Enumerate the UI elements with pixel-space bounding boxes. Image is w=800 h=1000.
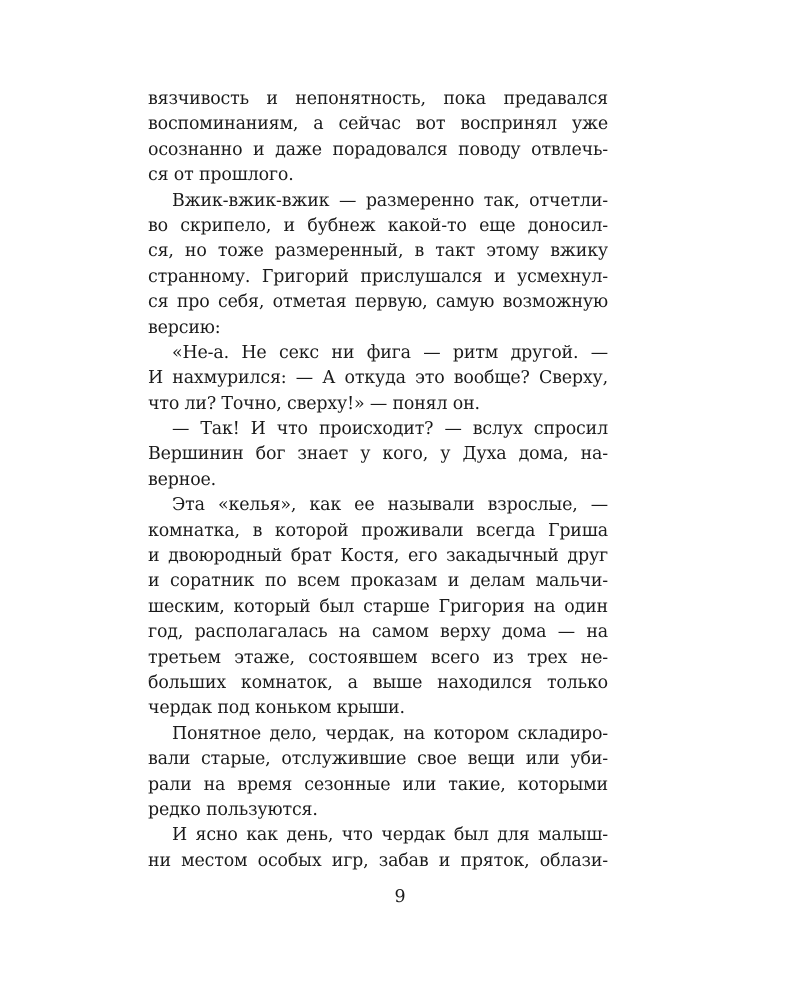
text-line: ни местом особых игр, забав и пряток, облази- [148, 850, 608, 871]
body-text [148, 87, 608, 874]
text-line: И нахмурился: — А откуда это вообще? Сверху, [148, 368, 608, 389]
text-line: во скрипело, и бубнеж какой-то еще доносил- [148, 215, 608, 236]
text-line: Вершинин бог знает у кого, у Духа дома, на- [148, 444, 608, 465]
text-line: Вжик-вжик-вжик — размеренно так, отчетли- [172, 190, 608, 211]
text-line: рали на время сезонные или такие, которыми [148, 774, 608, 795]
text-line: Эта «келья», как ее называли взрослые, — [172, 495, 608, 516]
text-line: больших комнаток, а выше находился только [148, 672, 608, 693]
page-number: 9 [394, 887, 406, 907]
text-line: редко пользуются. [148, 799, 318, 820]
text-line: год, располагалась на самом верху дома — на [148, 622, 608, 643]
text-line: третьем этаже, состоявшем всего из трех не- [148, 647, 608, 668]
text-line: Понятное дело, чердак, на котором складиро- [172, 723, 608, 744]
text-line: вали старые, отслужившие свое вещи или уби- [148, 749, 608, 770]
text-line: воспоминаниям, а сейчас вот воспринял уже [148, 114, 608, 135]
text-line: ся про себя, отметая первую, самую возможную [148, 292, 608, 313]
text-line: «Не-а. Не секс ни фига — ритм другой. — [172, 342, 608, 363]
text-line: и соратник по всем проказам и делам мальчи- [148, 571, 608, 592]
text-line: ся от прошлого. [148, 165, 294, 186]
text-line: шеским, который был старше Григория на один [148, 596, 608, 617]
text-line: верное. [148, 469, 217, 490]
text-line: странному. Григорий прислушался и усмехнул- [148, 266, 608, 287]
text-line: чердак под коньком крыши. [148, 698, 405, 719]
text-line: и двоюродный брат Костя, его закадычный друг [148, 546, 608, 567]
text-line: ся, но тоже размеренный, в такт этому вжику [148, 241, 608, 262]
text-line: версию: [148, 317, 221, 338]
text-line: И ясно как день, что чердак был для малыш- [172, 825, 608, 846]
text-line: вязчивость и непонятность, пока предавался [148, 89, 608, 109]
text-line: осознанно и даже порадовался поводу отвлечь- [148, 139, 608, 160]
text-line: — Так! И что происходит? — вслух спросил [172, 419, 608, 440]
text-line: комнатка, в которой проживали всегда Гриша [148, 520, 608, 541]
text-line: что ли? Точно, сверху!» — понял он. [148, 393, 480, 414]
